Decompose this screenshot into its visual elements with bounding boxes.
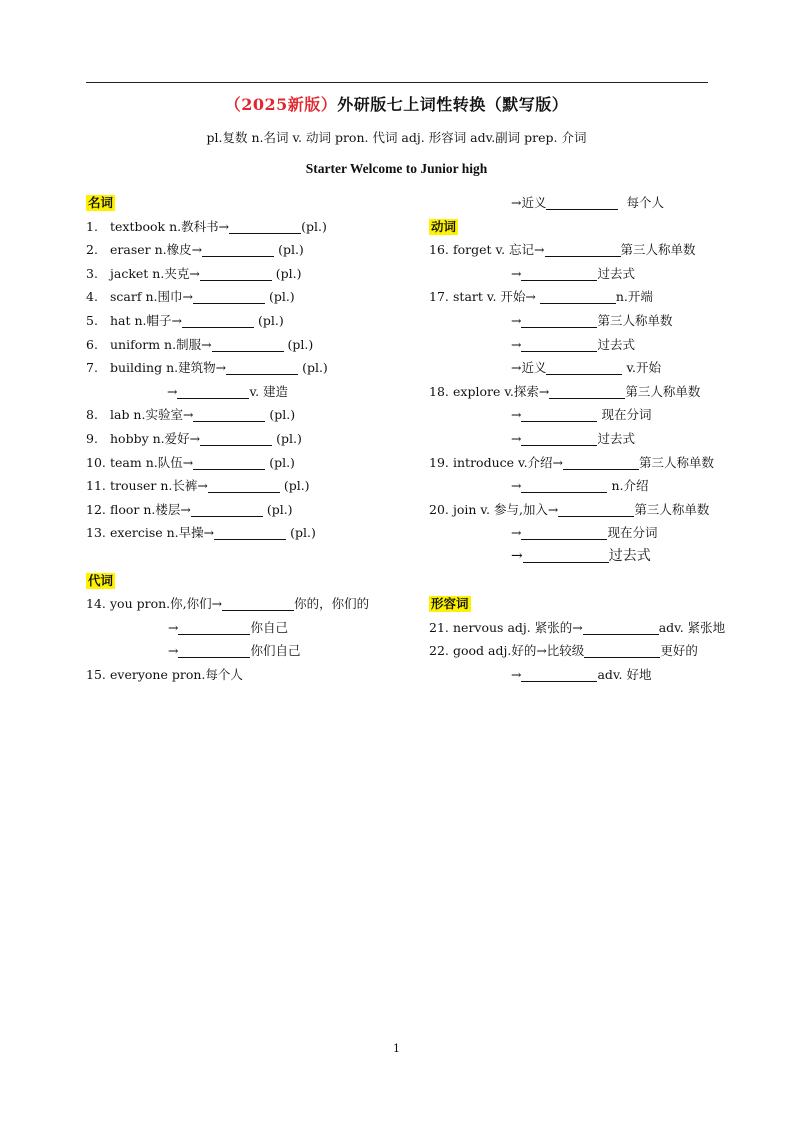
answer-blank[interactable] <box>521 407 597 422</box>
answer-blank[interactable] <box>584 643 660 658</box>
answer-blank[interactable] <box>521 337 597 352</box>
list-item: 1. textbook n.教科书→ (pl.) <box>86 218 327 234</box>
answer-blank[interactable] <box>208 478 280 493</box>
answer-blank[interactable] <box>583 620 659 635</box>
list-item: 5. hat n.帽子→ (pl.) <box>86 312 284 328</box>
answer-blank[interactable] <box>226 360 298 375</box>
section-heading-pronouns: 代词 <box>88 572 114 588</box>
list-item: 14. you pron.你,你们→ 你的，你们的 <box>86 596 370 612</box>
page-title <box>0 92 793 115</box>
answer-blank[interactable] <box>546 360 622 375</box>
list-item: 9. hobby n.爱好→ (pl.) <box>86 430 302 446</box>
top-rule <box>86 82 708 83</box>
list-item: 13. exercise n.早操→ (pl.) <box>86 525 316 541</box>
answer-blank[interactable] <box>178 643 250 658</box>
answer-blank[interactable] <box>521 313 597 328</box>
list-item-continuation: → 过去式 <box>511 336 635 352</box>
answer-blank[interactable] <box>521 667 597 682</box>
list-item-continuation: → 第三人称单数 <box>511 312 673 328</box>
answer-blank[interactable] <box>193 455 265 470</box>
answer-blank[interactable] <box>521 431 597 446</box>
list-item: 19. introduce v.介绍→ 第三人称单数 <box>429 454 715 470</box>
abbreviation-legend: pl.复数 n.名词 v. 动词 pron. 代词 adj. 形容词 adv.副词 prep. 介词 <box>206 130 587 145</box>
section-heading-verbs: 动词 <box>431 218 457 234</box>
left-column <box>86 191 406 686</box>
unit-title: Starter Welcome to Junior high <box>305 161 488 176</box>
answer-blank[interactable] <box>521 525 607 540</box>
answer-blank[interactable] <box>540 289 616 304</box>
answer-blank[interactable] <box>191 502 263 517</box>
list-item-continuation: → n.介绍 <box>511 478 649 494</box>
section-heading-adjectives: 形容词 <box>431 596 469 612</box>
list-item-continuation: → 你们自己 <box>168 643 301 659</box>
answer-blank[interactable] <box>214 525 286 540</box>
list-item-continuation: → v. 建造 <box>167 383 289 399</box>
list-item: 6. uniform n.制服→ (pl.) <box>86 336 314 352</box>
list-item: 16. forget v. 忘记→ 第三人称单数 <box>429 242 696 258</box>
answer-blank[interactable] <box>545 242 621 257</box>
answer-blank[interactable] <box>182 313 254 328</box>
answer-blank[interactable] <box>200 431 272 446</box>
list-item-continuation: → 现在分词 <box>511 407 652 423</box>
answer-blank[interactable] <box>523 548 609 563</box>
list-item-continuation: →近义 每个人 <box>511 195 664 210</box>
answer-blank[interactable] <box>178 620 250 635</box>
answer-blank[interactable] <box>549 384 625 399</box>
answer-blank[interactable] <box>563 455 639 470</box>
title-main: 外研版七上词性转换（默写版） <box>337 95 569 114</box>
list-item: 4. scarf n.围巾→ (pl.) <box>86 289 295 305</box>
list-item: 22. good adj.好的→比较级 更好的 <box>429 643 698 659</box>
answer-blank[interactable] <box>193 407 265 422</box>
list-item: 15. everyone pron.每个人 <box>86 666 243 682</box>
list-item-continuation: → 过去式 <box>511 430 635 446</box>
list-item: 18. explore v.探索→ 第三人称单数 <box>429 383 701 399</box>
page-number: 1 <box>393 1042 400 1055</box>
right-column <box>429 191 729 686</box>
answer-blank[interactable] <box>212 337 284 352</box>
section-heading-nouns: 名词 <box>88 195 114 210</box>
answer-blank[interactable] <box>521 266 597 281</box>
list-item: 20. join v. 参与,加入→ 第三人称单数 <box>429 501 710 517</box>
list-item: 3. jacket n.夹克→ (pl.) <box>86 265 302 281</box>
list-item: 11. trouser n.长裤→ (pl.) <box>86 478 310 494</box>
list-item-continuation: → 过去式 <box>511 265 635 281</box>
list-item: 10. team n.队伍→ (pl.) <box>86 454 295 470</box>
list-item-continuation: → 你自己 <box>168 619 288 635</box>
list-item-continuation: → 过去式 <box>511 547 651 564</box>
title-year: （2025新版） <box>224 95 338 114</box>
list-item: 12. floor n.楼层→ (pl.) <box>86 501 293 517</box>
answer-blank[interactable] <box>521 478 607 493</box>
answer-blank[interactable] <box>222 596 294 611</box>
answer-blank[interactable] <box>200 266 272 281</box>
answer-blank[interactable] <box>558 502 634 517</box>
list-item-continuation: → 现在分词 <box>511 525 658 541</box>
list-item: 2. eraser n.橡皮→ (pl.) <box>86 242 304 258</box>
list-item-continuation: →近义 v.开始 <box>511 360 662 376</box>
list-item-continuation: → adv. 好地 <box>511 666 652 682</box>
answer-blank[interactable] <box>193 289 265 304</box>
list-item: 21. nervous adj. 紧张的→ adv. 紧张地 <box>429 619 726 635</box>
list-item: 8. lab n.实验室→ (pl.) <box>86 407 296 423</box>
answer-blank[interactable] <box>202 242 274 257</box>
list-item: 17. start v. 开始→ n.开端 <box>429 289 653 305</box>
answer-blank[interactable] <box>546 195 618 210</box>
answer-blank[interactable] <box>177 384 249 399</box>
list-item: 7. building n.建筑物→ (pl.) <box>86 360 328 376</box>
answer-blank[interactable] <box>229 219 301 234</box>
